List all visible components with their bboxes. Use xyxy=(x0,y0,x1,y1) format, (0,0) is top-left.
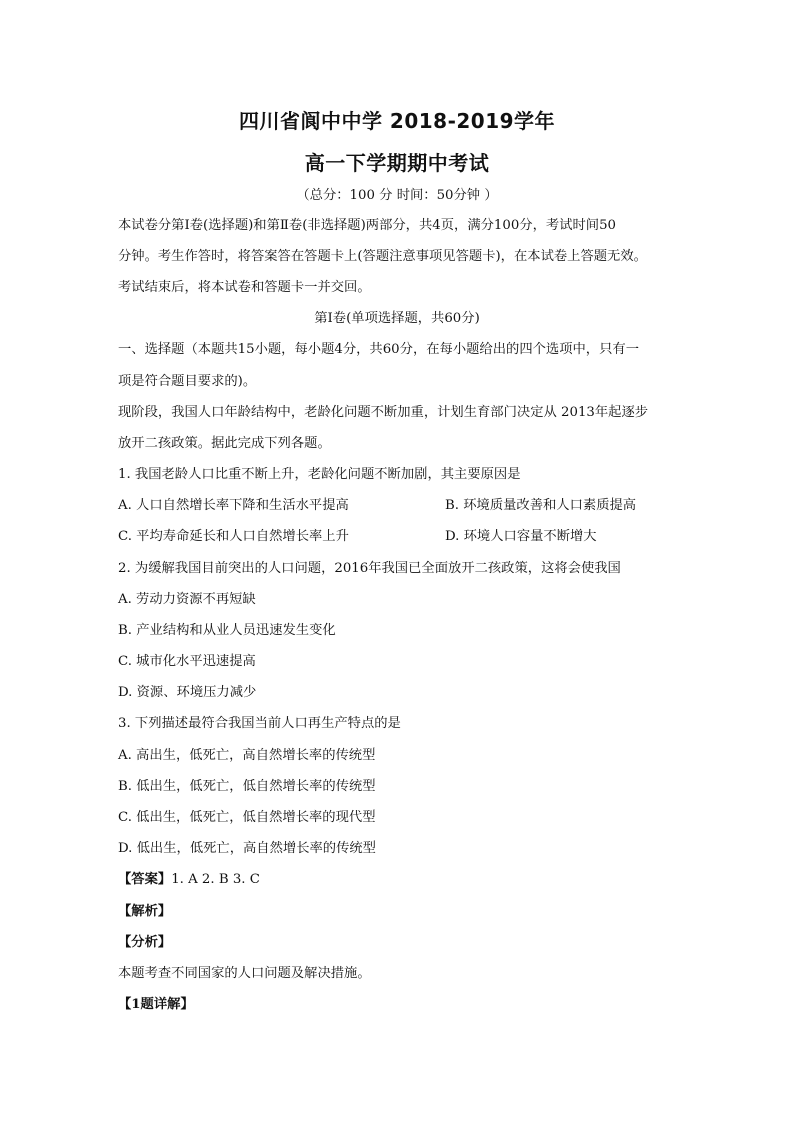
passage-line: 放开二孩政策。据此完成下列各题。 xyxy=(118,436,331,451)
exam-info: （总分：100 分 时间：50分钟 ） xyxy=(296,188,498,203)
detail-heading: 【1题详解】 xyxy=(118,997,194,1012)
answer-label: 【答案】 xyxy=(118,872,172,887)
option-d: D. 环境人口容量不断增大 xyxy=(445,529,597,544)
intro-line: 分钟。考生作答时，将答案答在答题卡上(答题注意事项见答题卡)，在本试卷上答题无效。 xyxy=(118,249,647,264)
section-instruction: 项是符合题目要求的)。 xyxy=(118,374,257,389)
option-d: D. 资源、环境压力减少 xyxy=(118,685,257,700)
option-d: D. 低出生，低死亡，高自然增长率的传统型 xyxy=(118,841,376,856)
option-a: A. 劳动力资源不再短缺 xyxy=(118,592,256,607)
analysis-heading: 【解析】 xyxy=(118,904,172,919)
option-b: B. 低出生，低死亡，低自然增长率的传统型 xyxy=(118,779,376,794)
page-title: 四川省阆中中学 2018-2019学年 xyxy=(238,109,556,133)
section-instruction: 一、选择题（本题共15小题，每小题4分，共60分，在每小题给出的四个选项中，只有一 xyxy=(118,342,639,357)
intro-line: 本试卷分第Ⅰ卷(选择题)和第Ⅱ卷(非选择题)两部分，共4页，满分100分，考试时间50 xyxy=(118,218,617,233)
analysis-summary: 本题考查不同国家的人口问题及解决措施。 xyxy=(118,966,371,981)
passage-line: 现阶段，我国人口年龄结构中，老龄化问题不断加重，计划生育部门决定从 2013年起逐步 xyxy=(118,405,649,420)
option-c: C. 城市化水平迅速提高 xyxy=(118,654,256,669)
section-heading: 第Ⅰ卷(单项选择题，共60分) xyxy=(314,311,480,326)
analysis-subheading: 【分析】 xyxy=(118,935,172,950)
option-c: C. 低出生，低死亡，低自然增长率的现代型 xyxy=(118,810,376,825)
option-a: A. 人口自然增长率下降和生活水平提高 xyxy=(118,498,349,513)
question-stem: 2. 为缓解我国目前突出的人口问题，2016年我国已全面放开二孩政策，这将会使我国 xyxy=(118,561,621,576)
option-b: B. 产业结构和从业人员迅速发生变化 xyxy=(118,623,336,638)
option-c: C. 平均寿命延长和人口自然增长率上升 xyxy=(118,529,349,544)
option-a: A. 高出生，低死亡，高自然增长率的传统型 xyxy=(118,748,376,763)
option-b: B. 环境质量改善和人口素质提高 xyxy=(445,498,637,513)
question-stem: 3. 下列描述最符合我国当前人口再生产特点的是 xyxy=(118,716,401,731)
answer-line xyxy=(118,871,260,889)
intro-line: 考试结束后，将本试卷和答题卡一并交回。 xyxy=(118,280,371,295)
question-stem: 1. 我国老龄人口比重不断上升，老龄化问题不断加剧，其主要原因是 xyxy=(118,467,521,482)
answer-text: 1. A 2. B 3. C xyxy=(171,872,260,887)
page-subtitle: 高一下学期期中考试 xyxy=(304,151,490,175)
